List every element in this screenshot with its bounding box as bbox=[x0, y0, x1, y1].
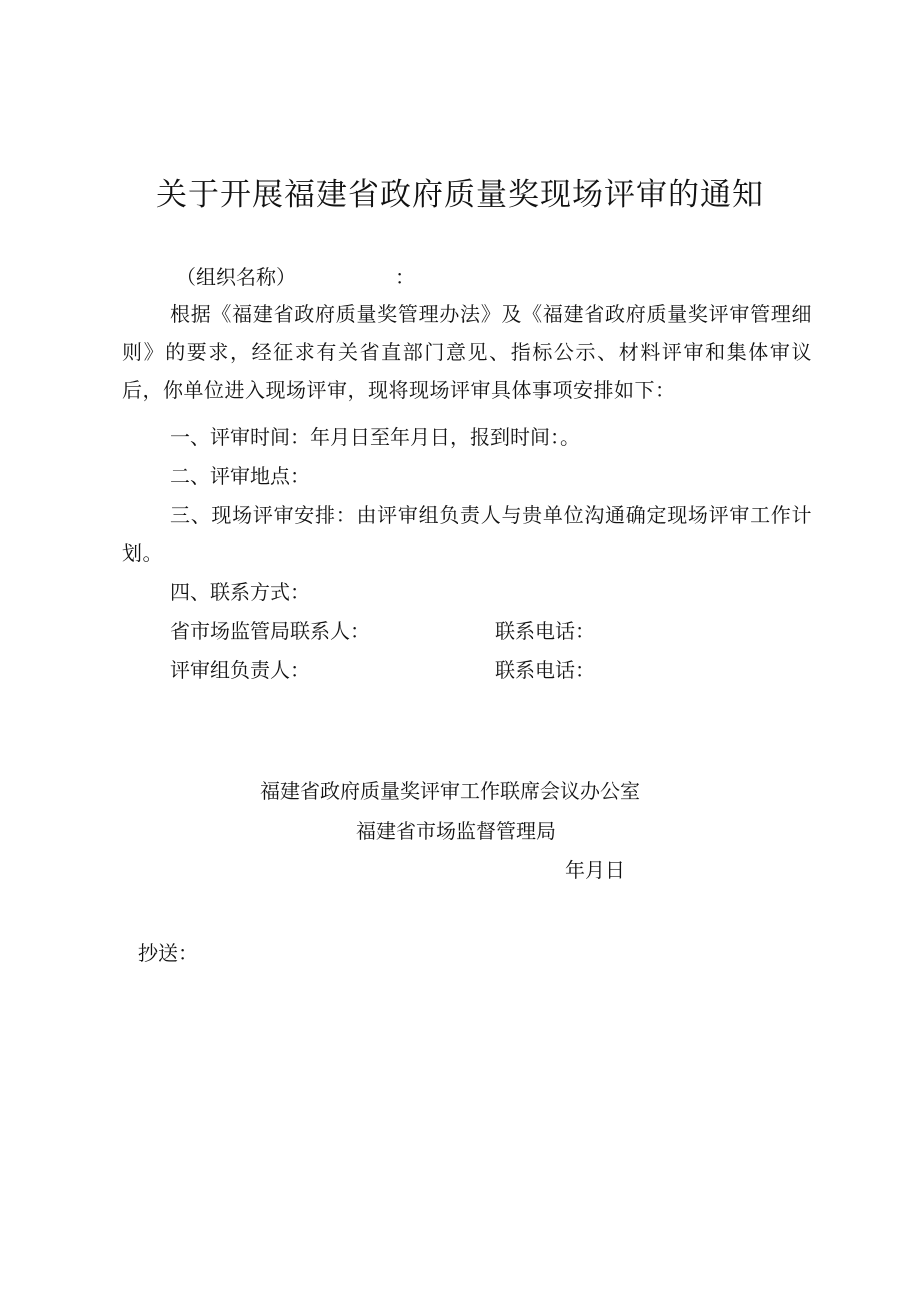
issuer-joint-office: 福建省政府质量奖评审工作联席会议办公室 bbox=[260, 779, 640, 803]
item-review-location: 二、评审地点： bbox=[170, 464, 310, 488]
addressee: （组织名称） bbox=[176, 265, 296, 289]
contact-team-leader-label: 评审组负责人： bbox=[170, 658, 310, 682]
document-title: 关于开展福建省政府质量奖现场评审的通知 bbox=[156, 177, 764, 213]
item-review-arrangement: 三、现场评审安排：由评审组负责人与贵单位沟通确定现场评审工作计划。 bbox=[122, 503, 812, 565]
item-review-time: 一、评审时间：年月日至年月日，报到时间：。 bbox=[170, 425, 580, 449]
issuer-market-bureau: 福建省市场监督管理局 bbox=[356, 819, 556, 843]
addressee-colon: ： bbox=[395, 265, 415, 289]
contact-bureau-phone: 联系电话： bbox=[495, 619, 595, 643]
contact-team-leader-phone: 联系电话： bbox=[495, 658, 595, 682]
intro-paragraph: 根据《福建省政府质量奖管理办法》及《福建省政府质量奖评审管理细则》的要求，经征求有关省直部门意见、指标公示、材料评审和集体审议后，你单位进入现场评审，现将现场评审具体事项安排如下： bbox=[122, 302, 812, 402]
item-contact-info: 四、联系方式： bbox=[170, 580, 310, 604]
cc-label: 抄送： bbox=[138, 941, 198, 965]
contact-bureau-label: 省市场监管局联系人： bbox=[170, 619, 370, 643]
issue-date: 年月日 bbox=[565, 858, 625, 882]
